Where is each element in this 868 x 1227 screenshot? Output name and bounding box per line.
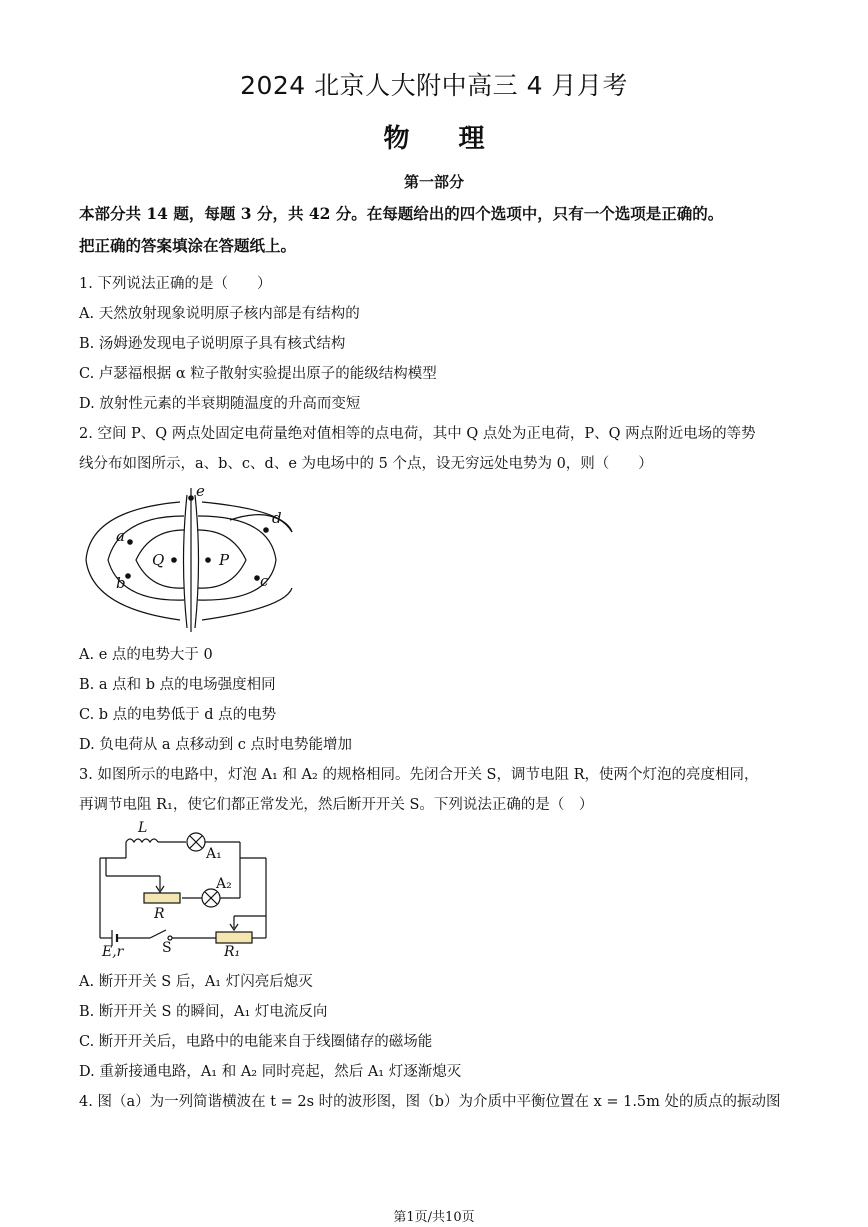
page-title: 2024 北京人大附中高三 4 月月考 — [240, 71, 628, 100]
section-instructions — [79, 198, 799, 262]
question-2-stem-line-1: 2. 空间 P、Q 两点处固定电荷量绝对值相等的点电荷，其中 Q 点处为正电荷，P、Q 两点附近电场的等势 — [79, 426, 756, 442]
label-lamp-a2: A₂ — [216, 876, 232, 892]
point-c — [254, 575, 260, 581]
question-3-option-c: C. 断开开关后，电路中的电能来自于线圈储存的磁场能 — [79, 1034, 433, 1050]
label-switch: S — [162, 940, 172, 956]
resistor-r — [144, 893, 180, 903]
point-b — [125, 573, 131, 579]
question-2-stem-line-2: 线分布如图所示，a、b、c、d、e 为电场中的 5 个点，设无穷远处电势为 0，则（ ） — [79, 456, 653, 472]
section-heading: 第一部分 — [403, 173, 464, 191]
question-2-option-b: B. a 点和 b 点的电场强度相同 — [79, 677, 276, 693]
label-p: P — [219, 551, 230, 569]
label-d: d — [272, 509, 282, 527]
resistor-r1 — [216, 932, 252, 943]
charge-q — [171, 557, 177, 563]
charge-p — [205, 557, 211, 563]
question-2-option-c: C. b 点的电势低于 d 点的电势 — [79, 707, 277, 723]
label-resistor-r: R — [154, 906, 165, 922]
instructions-line-1: 本部分共 14 题，每题 3 分，共 42 分。在每题给出的四个选项中，只有一个选项是正确的。 — [79, 204, 724, 223]
question-1-option-c: C. 卢瑟福根据 α 粒子散射实验提出原子的能级结构模型 — [79, 366, 437, 382]
label-c: c — [260, 572, 269, 590]
question-3-stem-line-2: 再调节电阻 R₁，使它们都正常发光，然后断开开关 S。下列说法正确的是（ ） — [79, 797, 594, 813]
question-3-option-d: D. 重新接通电路，A₁ 和 A₂ 同时亮起，然后 A₁ 灯逐渐熄灭 — [79, 1064, 462, 1080]
question-1-option-b: B. 汤姆逊发现电子说明原子具有核式结构 — [79, 336, 346, 352]
question-1-stem: 1. 下列说法正确的是（ ） — [79, 276, 272, 292]
label-lamp-a1: A₁ — [206, 846, 222, 862]
label-battery: E,r — [102, 944, 124, 960]
label-resistor-r1: R₁ — [224, 944, 241, 960]
question-2-option-d: D. 负电荷从 a 点移动到 c 点时电势能增加 — [79, 737, 353, 753]
label-q: Q — [152, 551, 165, 569]
question-3-stem-line-1: 3. 如图所示的电路中，灯泡 A₁ 和 A₂ 的规格相同。先闭合开关 S，调节电阻 R，使两个灯泡的亮度相同， — [79, 767, 759, 783]
subject-title: 物 理 — [383, 124, 485, 154]
page-number: 第1页/共10页 — [393, 1210, 475, 1225]
point-e — [188, 495, 194, 501]
point-d — [263, 527, 269, 533]
circuit-figure — [78, 818, 278, 963]
label-a: a — [116, 527, 125, 545]
question-4-stem-line-1: 4. 图（a）为一列简谐横波在 t = 2s 时的波形图，图（b）为介质中平衡位置在 x = 1.5m 处的质点的振动图 — [79, 1094, 781, 1110]
instructions-line-2: 把正确的答案填涂在答题纸上。 — [79, 236, 297, 255]
point-a — [127, 539, 133, 545]
question-1-option-d: D. 放射性元素的半衰期随温度的升高而变短 — [79, 396, 361, 412]
question-3-option-a: A. 断开开关 S 后，A₁ 灯闪亮后熄灭 — [79, 974, 313, 990]
label-e: e — [196, 482, 205, 500]
equipotential-figure — [80, 480, 310, 635]
label-b: b — [116, 574, 126, 592]
question-3-option-b: B. 断开开关 S 的瞬间，A₁ 灯电流反向 — [79, 1004, 328, 1020]
label-inductor: L — [138, 820, 148, 836]
question-1-option-a: A. 天然放射现象说明原子核内部是有结构的 — [79, 306, 360, 322]
question-2-option-a: A. e 点的电势大于 0 — [79, 647, 213, 663]
